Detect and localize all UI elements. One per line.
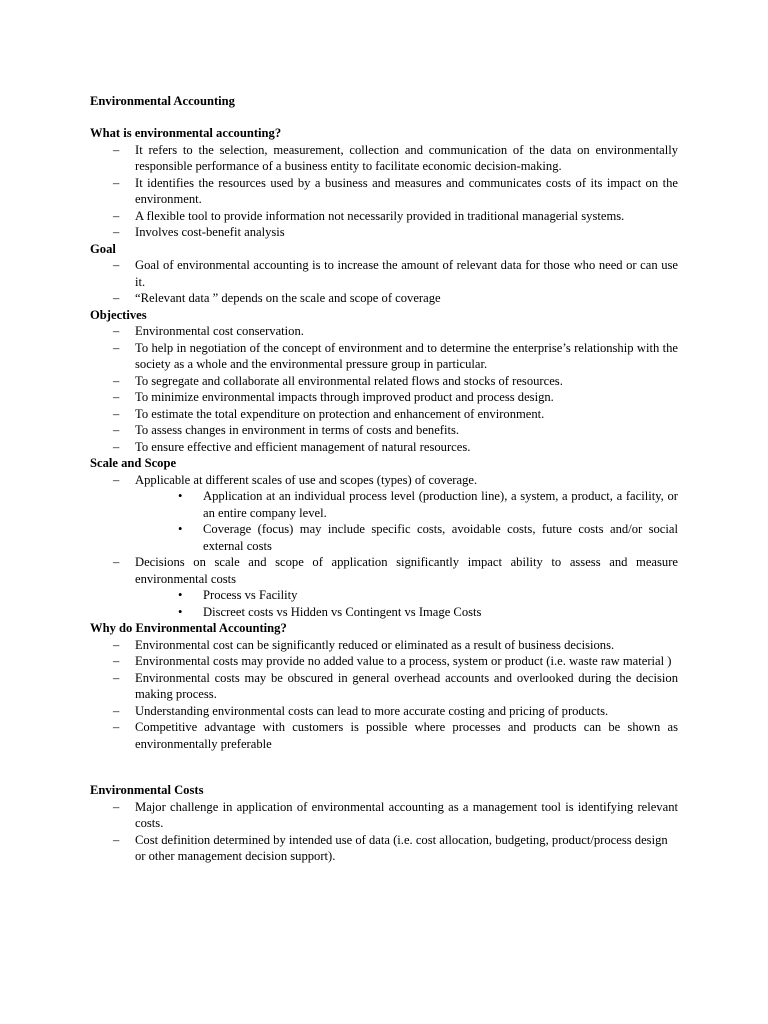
list-item-text: Competitive advantage with customers is possible where processes and products can be shown as environmentally preferable xyxy=(135,720,678,751)
list-item xyxy=(90,653,678,670)
dash-marker: – xyxy=(113,373,120,388)
list-item xyxy=(90,670,678,703)
sublist-item-text: Application at an individual process level (production line), a system, a product, a facility, or an entire company level. xyxy=(203,489,678,520)
dash-marker: – xyxy=(113,142,120,157)
dash-marker: – xyxy=(113,390,120,404)
sublist-item xyxy=(90,604,678,621)
bullet-marker: • xyxy=(178,489,183,503)
dash-marker: – xyxy=(113,637,120,652)
sublist-item-text: Process vs Facility xyxy=(203,588,298,602)
list-item-text: Major challenge in application of environmental accounting as a management tool is identifying relevant costs. xyxy=(135,799,678,830)
list-item xyxy=(90,340,678,373)
list-objectives xyxy=(90,323,678,455)
sublist-item xyxy=(90,488,678,521)
bullet-marker: • xyxy=(178,588,183,602)
list-item-text: Decisions on scale and scope of application significantly impact ability to assess and measure environmental costs xyxy=(135,555,678,586)
list-item-text: It identifies the resources used by a business and measures and communicates costs of its impact on the environment. xyxy=(135,175,678,206)
list-item-text: To estimate the total expenditure on protection and enhancement of environment. xyxy=(135,406,545,421)
section-heading-why: Why do Environmental Accounting? xyxy=(90,621,287,635)
sublist-scale-and-scope-1 xyxy=(90,488,678,554)
dash-marker: – xyxy=(113,439,120,454)
list-item-text: To minimize environmental impacts through improved product and process design. xyxy=(135,390,554,404)
list-item xyxy=(90,554,678,587)
list-item-text: It refers to the selection, measurement, collection and communication of the data on environmentally responsible performance of a business entity to facilitate economic decision-making. xyxy=(135,142,678,173)
list-item-text: Environmental costs may be obscured in general overhead accounts and overlooked during the decision making process. xyxy=(135,670,678,701)
document-title: Environmental Accounting xyxy=(90,94,235,108)
dash-marker: – xyxy=(113,258,120,272)
section-heading-objectives: Objectives xyxy=(90,307,147,322)
list-item xyxy=(90,208,678,225)
list-item-text: Environmental cost can be significantly reduced or eliminated as a result of business decisions. xyxy=(135,637,615,652)
list-environmental-costs xyxy=(90,799,678,865)
bullet-marker: • xyxy=(178,522,183,536)
list-item-text: “Relevant data ” depends on the scale and scope of coverage xyxy=(135,291,441,305)
dash-marker: – xyxy=(113,555,120,569)
list-item xyxy=(90,799,678,832)
list-item xyxy=(90,439,678,456)
list-item-text: A flexible tool to provide information not necessarily provided in traditional managerial systems. xyxy=(135,208,625,223)
list-why xyxy=(90,637,678,753)
list-item xyxy=(90,257,678,290)
list-item xyxy=(90,373,678,390)
list-item-text: Goal of environmental accounting is to increase the amount of relevant data for those who need or can use it. xyxy=(135,258,678,289)
dash-marker: – xyxy=(113,340,120,355)
sublist-scale-and-scope-2 xyxy=(90,587,678,620)
list-item xyxy=(90,389,678,406)
bullet-marker: • xyxy=(178,604,183,619)
list-scale-and-scope xyxy=(90,472,678,489)
list-goal xyxy=(90,257,678,307)
list-what-is xyxy=(90,142,678,241)
list-item xyxy=(90,719,678,752)
list-item xyxy=(90,175,678,208)
list-item xyxy=(90,224,678,241)
list-item-text: Environmental costs may provide no added value to a process, system or product (i.e. waste raw material ) xyxy=(135,654,672,668)
list-item xyxy=(90,832,678,865)
dash-marker: – xyxy=(113,208,120,223)
dash-marker: – xyxy=(113,225,120,239)
section-heading-what-is: What is environmental accounting? xyxy=(90,126,282,140)
list-item-text: Cost definition determined by intended use of data (i.e. cost allocation, budgeting, product/process design or other management decision support). xyxy=(135,832,668,863)
list-item-text: Understanding environmental costs can lead to more accurate costing and pricing of products. xyxy=(135,703,609,718)
section-heading-environmental-costs: Environmental Costs xyxy=(90,783,204,797)
dash-marker: – xyxy=(113,175,120,190)
list-item xyxy=(90,422,678,439)
dash-marker: – xyxy=(113,799,120,814)
list-item xyxy=(90,406,678,423)
dash-marker: – xyxy=(113,654,120,668)
dash-marker: – xyxy=(113,703,120,718)
sublist-item xyxy=(90,521,678,554)
section-heading-goal: Goal xyxy=(90,241,116,256)
sublist-item-text: Coverage (focus) may include specific costs, avoidable costs, future costs and/or social external costs xyxy=(203,522,678,553)
dash-marker: – xyxy=(113,472,120,487)
list-item-text: To help in negotiation of the concept of environment and to determine the enterprise’s relationship with the society as a whole and the environmental pressure group in particular. xyxy=(135,340,678,371)
list-item-text: Applicable at different scales of use and scopes (types) of coverage. xyxy=(135,472,478,487)
list-item-text: To assess changes in environment in terms of costs and benefits. xyxy=(135,423,460,437)
list-item-text: Environmental cost conservation. xyxy=(135,324,304,338)
list-item xyxy=(90,703,678,720)
list-item-text: To segregate and collaborate all environmental related flows and stocks of resources. xyxy=(135,373,563,388)
list-item-text: Involves cost-benefit analysis xyxy=(135,225,285,239)
list-item-text: To ensure effective and efficient management of natural resources. xyxy=(135,439,471,454)
dash-marker: – xyxy=(113,406,120,421)
list-item xyxy=(90,472,678,489)
section-heading-scale-and-scope: Scale and Scope xyxy=(90,456,177,470)
dash-marker: – xyxy=(113,291,120,305)
list-item xyxy=(90,323,678,340)
dash-marker: – xyxy=(113,324,120,338)
sublist-item-text: Discreet costs vs Hidden vs Contingent vs Image Costs xyxy=(203,604,482,619)
dash-marker: – xyxy=(113,670,120,685)
list-scale-and-scope-2 xyxy=(90,554,678,587)
document-body xyxy=(90,93,678,865)
dash-marker: – xyxy=(113,720,120,734)
list-item xyxy=(90,142,678,175)
sublist-item xyxy=(90,587,678,604)
list-item xyxy=(90,290,678,307)
dash-marker: – xyxy=(113,423,120,437)
list-item xyxy=(90,637,678,654)
dash-marker: – xyxy=(113,832,120,847)
